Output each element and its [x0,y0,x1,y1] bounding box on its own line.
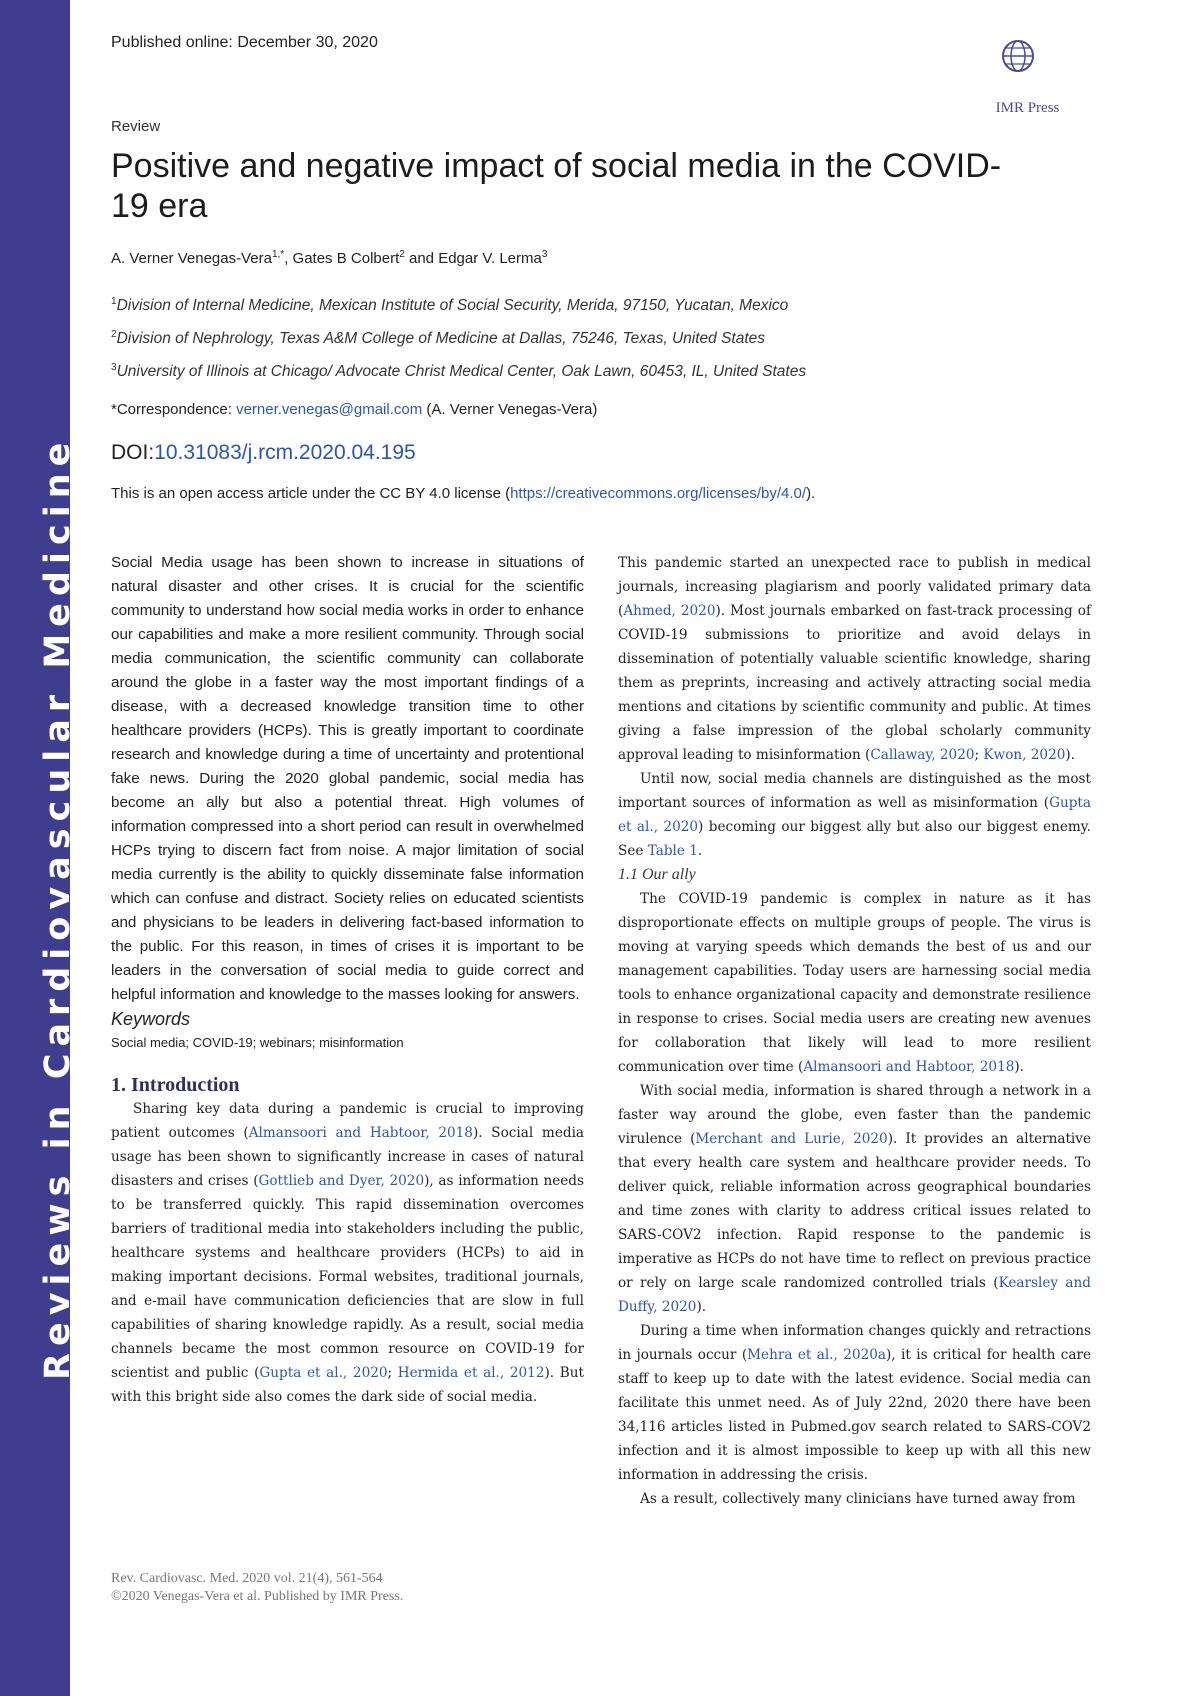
citation-link[interactable]: Merchant and Lurie, 2020 [695,1131,888,1147]
affiliation-text: University of Illinois at Chicago/ Advocate Christ Medical Center, Oak Lawn, 60453, IL, United States [116,363,807,381]
section-paragraph: As a result, collectively many clinicians have turned away from [640,1491,1076,1507]
publisher-logo-text: IMR Press [995,100,1060,116]
introduction-paragraph [111,1097,584,1409]
keywords-heading: Keywords [111,1009,191,1029]
left-column [111,551,584,1409]
citation-link[interactable]: Ahmed, 2020 [623,603,716,619]
correspondence-email-link[interactable]: verner.venegas@gmail.com [236,401,423,418]
author-affiliation-mark: 2 [399,249,405,260]
citation-link[interactable]: Kwon, 2020 [983,747,1066,763]
article-type: Review [111,118,161,135]
author-affiliation-mark: 3 [541,249,548,260]
doi-label: DOI: [111,441,155,464]
author-list [111,249,547,267]
author-name[interactable]: Edgar V. Lerma [438,250,542,267]
author-name[interactable]: A. Verner Venegas-Vera [111,250,272,267]
affiliation-number: 3 [111,362,117,373]
paragraph-text: ). [696,1299,707,1315]
affiliation-number: 2 [111,329,117,340]
paragraph-text: ), as information needs to be transferred quickly. This rapid dissemination overcomes barriers of traditional media into stakeholders including the public, healthcare systems and healthcare providers (HCPs) to aid in making important decisions. Formal websites, traditional journals, and e-mail have communication deficiencies that are slow in full capabilities of sharing knowledge rapidly. As a result, social media channels became the most common resource on COVID-19 for scientist and public ( [111,1173,584,1381]
published-date: Published online: December 30, 2020 [111,34,378,51]
paragraph-text: ), it is critical for health care staff to keep up to date with the latest evidence. Social media can facilitate this unmet need. As of July 22nd, 2020 there have been 34,116 articles listed in Pubmed.gov search related to SARS-COV2 infection and it is almost impossible to keep up with all this new information in addressing the crisis. [618,1347,1091,1483]
page-footer [111,1570,403,1606]
publisher-logo[interactable] [970,18,1085,123]
paragraph-text: ). But with this bright side also comes the dark side of social media. [111,1365,585,1405]
paragraph-text: ). It provides an alternative that every health care system and healthcare provider needs. To deliver quick, reliable information across geographical boundaries and time zones with clarity to address critical issues related to SARS-COV2 infection. Rapid response to the pandemic is imperative as HCPs do not have time to reflect on previous practice or rely on large scale randomized controlled trials ( [618,1131,1092,1291]
table-reference-link[interactable]: Table 1 [647,843,698,859]
paragraph-text: ; [974,747,984,763]
license-text-end: ). [806,485,816,502]
affiliation-3 [111,362,806,381]
correspondence [111,401,597,418]
keywords-list: Social media; COVID-19; webinars; misinformation [111,1035,404,1050]
section-paragraph [618,887,1091,1079]
paragraph-text: Sharing key data during a pandemic is crucial to improving patient outcomes ( [111,1101,584,1141]
license-statement [111,485,815,502]
imr-press-globe-logo-icon [970,18,1085,100]
affiliation-text: Division of Nephrology, Texas A&M College of Medicine at Dallas, 75246, Texas, United States [116,330,766,348]
paragraph-text: This pandemic started an unexpected race to publish in medical journals, increasing plagiarism and poorly validated primary data ( [618,555,1091,619]
right-column [618,551,1091,1511]
paragraph-text: ). Social media usage has been shown to significantly increase in cases of natural disasters and crises ( [111,1125,585,1189]
section-heading-our-ally: 1.1 Our ally [618,866,696,883]
citation-link[interactable]: Mehra et al., 2020a [747,1347,886,1363]
paragraph-text: ). Most journals embarked on fast-track processing of COVID-19 submissions to prioritize and avoid delays in dissemination of potentially valuable scientific knowledge, sharing them as preprints, increasing and actively attracting social media mentions and citations by scientific community and public. At times giving a false impression of the global scholarly community approval leading to misinformation ( [618,603,1091,763]
doi-link[interactable]: 10.31083/j.rcm.2020.04.195 [154,441,416,464]
introduction-paragraph [618,551,1091,767]
copyright-notice: ©2020 Venegas-Vera et al. Published by IMR Press. [111,1589,404,1604]
introduction-paragraph [618,767,1091,863]
section-paragraph [618,1319,1091,1487]
author-affiliation-mark: 1,* [271,249,285,260]
correspondence-name: (A. Verner Venegas-Vera) [422,401,598,418]
doi [111,441,416,465]
paragraph-text: ). [1014,1059,1024,1075]
license-link[interactable]: https://creativecommons.org/licenses/by/4.0/ [510,485,807,502]
journal-side-band [0,0,78,1696]
citation-link[interactable]: Almansoori and Habtoor, 2018 [248,1125,473,1141]
section-heading-introduction: 1. Introduction [111,1074,240,1096]
paragraph-text: During a time when information changes quickly and retractions in journals occur ( [618,1323,1091,1363]
author-separator: and [404,250,439,267]
author-name[interactable]: Gates B Colbert [292,250,400,267]
section-paragraph [618,1079,1091,1319]
citation-link[interactable]: Kearsley and Duffy, 2020 [618,1275,1091,1315]
paragraph-text: With social media, information is shared through a network in a faster way around the globe, even faster than the pandemic virulence ( [618,1083,1091,1147]
citation-link[interactable]: Gottlieb and Dyer, 2020 [258,1173,425,1189]
correspondence-label: *Correspondence: [111,401,237,418]
article-title: Positive and negative impact of social media in the COVID-19 era [111,147,1002,225]
paragraph-text: . [697,843,703,859]
journal-citation: Rev. Cardiovasc. Med. 2020 vol. 21(4), 561-564 [111,1571,383,1586]
citation-link[interactable]: Gupta et al., 2020 [259,1365,388,1381]
affiliation-number: 1 [111,296,117,307]
paragraph-text: ) becoming our biggest ally but also our biggest enemy. See [618,819,1091,859]
citation-link[interactable]: Gupta et al., 2020 [618,795,1091,835]
paragraph-text: The COVID-19 pandemic is complex in nature as it has disproportionate effects on multiple groups of people. The virus is moving at varying speeds which demands the best of us and our management capabilities. Today users are harnessing social media tools to enhance organizational capacity and demonstrate resilience in response to crises. Social media users are creating new avenues for collaboration that likely will lead to more resilient communication over time ( [618,891,1091,1075]
license-text: This is an open access article under the CC BY 4.0 license ( [111,485,511,502]
citation-link[interactable]: Almansoori and Habtoor, 2018 [803,1059,1015,1075]
affiliation-2 [111,329,765,348]
affiliation-text: Division of Internal Medicine, Mexican Institute of Social Security, Merida, 97150, Yucatan, Mexico [116,297,789,315]
abstract-text: Social Media usage has been shown to increase in situations of natural disaster and other crises. It is crucial for the scientific community to understand how social media works in order to enhance our capabilities and make a more resilient community. Through social media communication, the scientific community can collaborate around the globe in a faster way the most important findings of a disease, with a decreased knowledge transition time to other healthcare providers (HCPs). This is greatly important to coordinate research and knowledge during a time of uncertainty and protentional fake news. During the 2020 global pandemic, social media has become an ally but also a potential threat. High volumes of information compressed into a short period can result in overwhelmed HCPs trying to discern fact from noise. A major limitation of social media currently is the ability to quickly disseminate false information which can confuse and distract. Society relies on educated scientists and physicians to be leaders in delivering fact-based information to the public. For this reason, in times of crises it is important to be leaders in the conversation of social media to guide correct and helpful information and knowledge to the masses looking for answers. [111,554,584,1003]
paragraph-text: Until now, social media channels are distinguished as the most important sources of information as well as misinformation ( [618,771,1091,811]
journal-name-vertical: Reviews in Cardiovascular Medicine [38,435,78,1380]
citation-link[interactable]: Hermida et al., 2012 [397,1365,545,1381]
author-separator: , [284,250,293,267]
citation-link[interactable]: Callaway, 2020 [870,747,975,763]
paragraph-text: ). [1065,747,1075,763]
affiliation-1 [111,296,788,315]
paragraph-text: ; [387,1365,398,1381]
